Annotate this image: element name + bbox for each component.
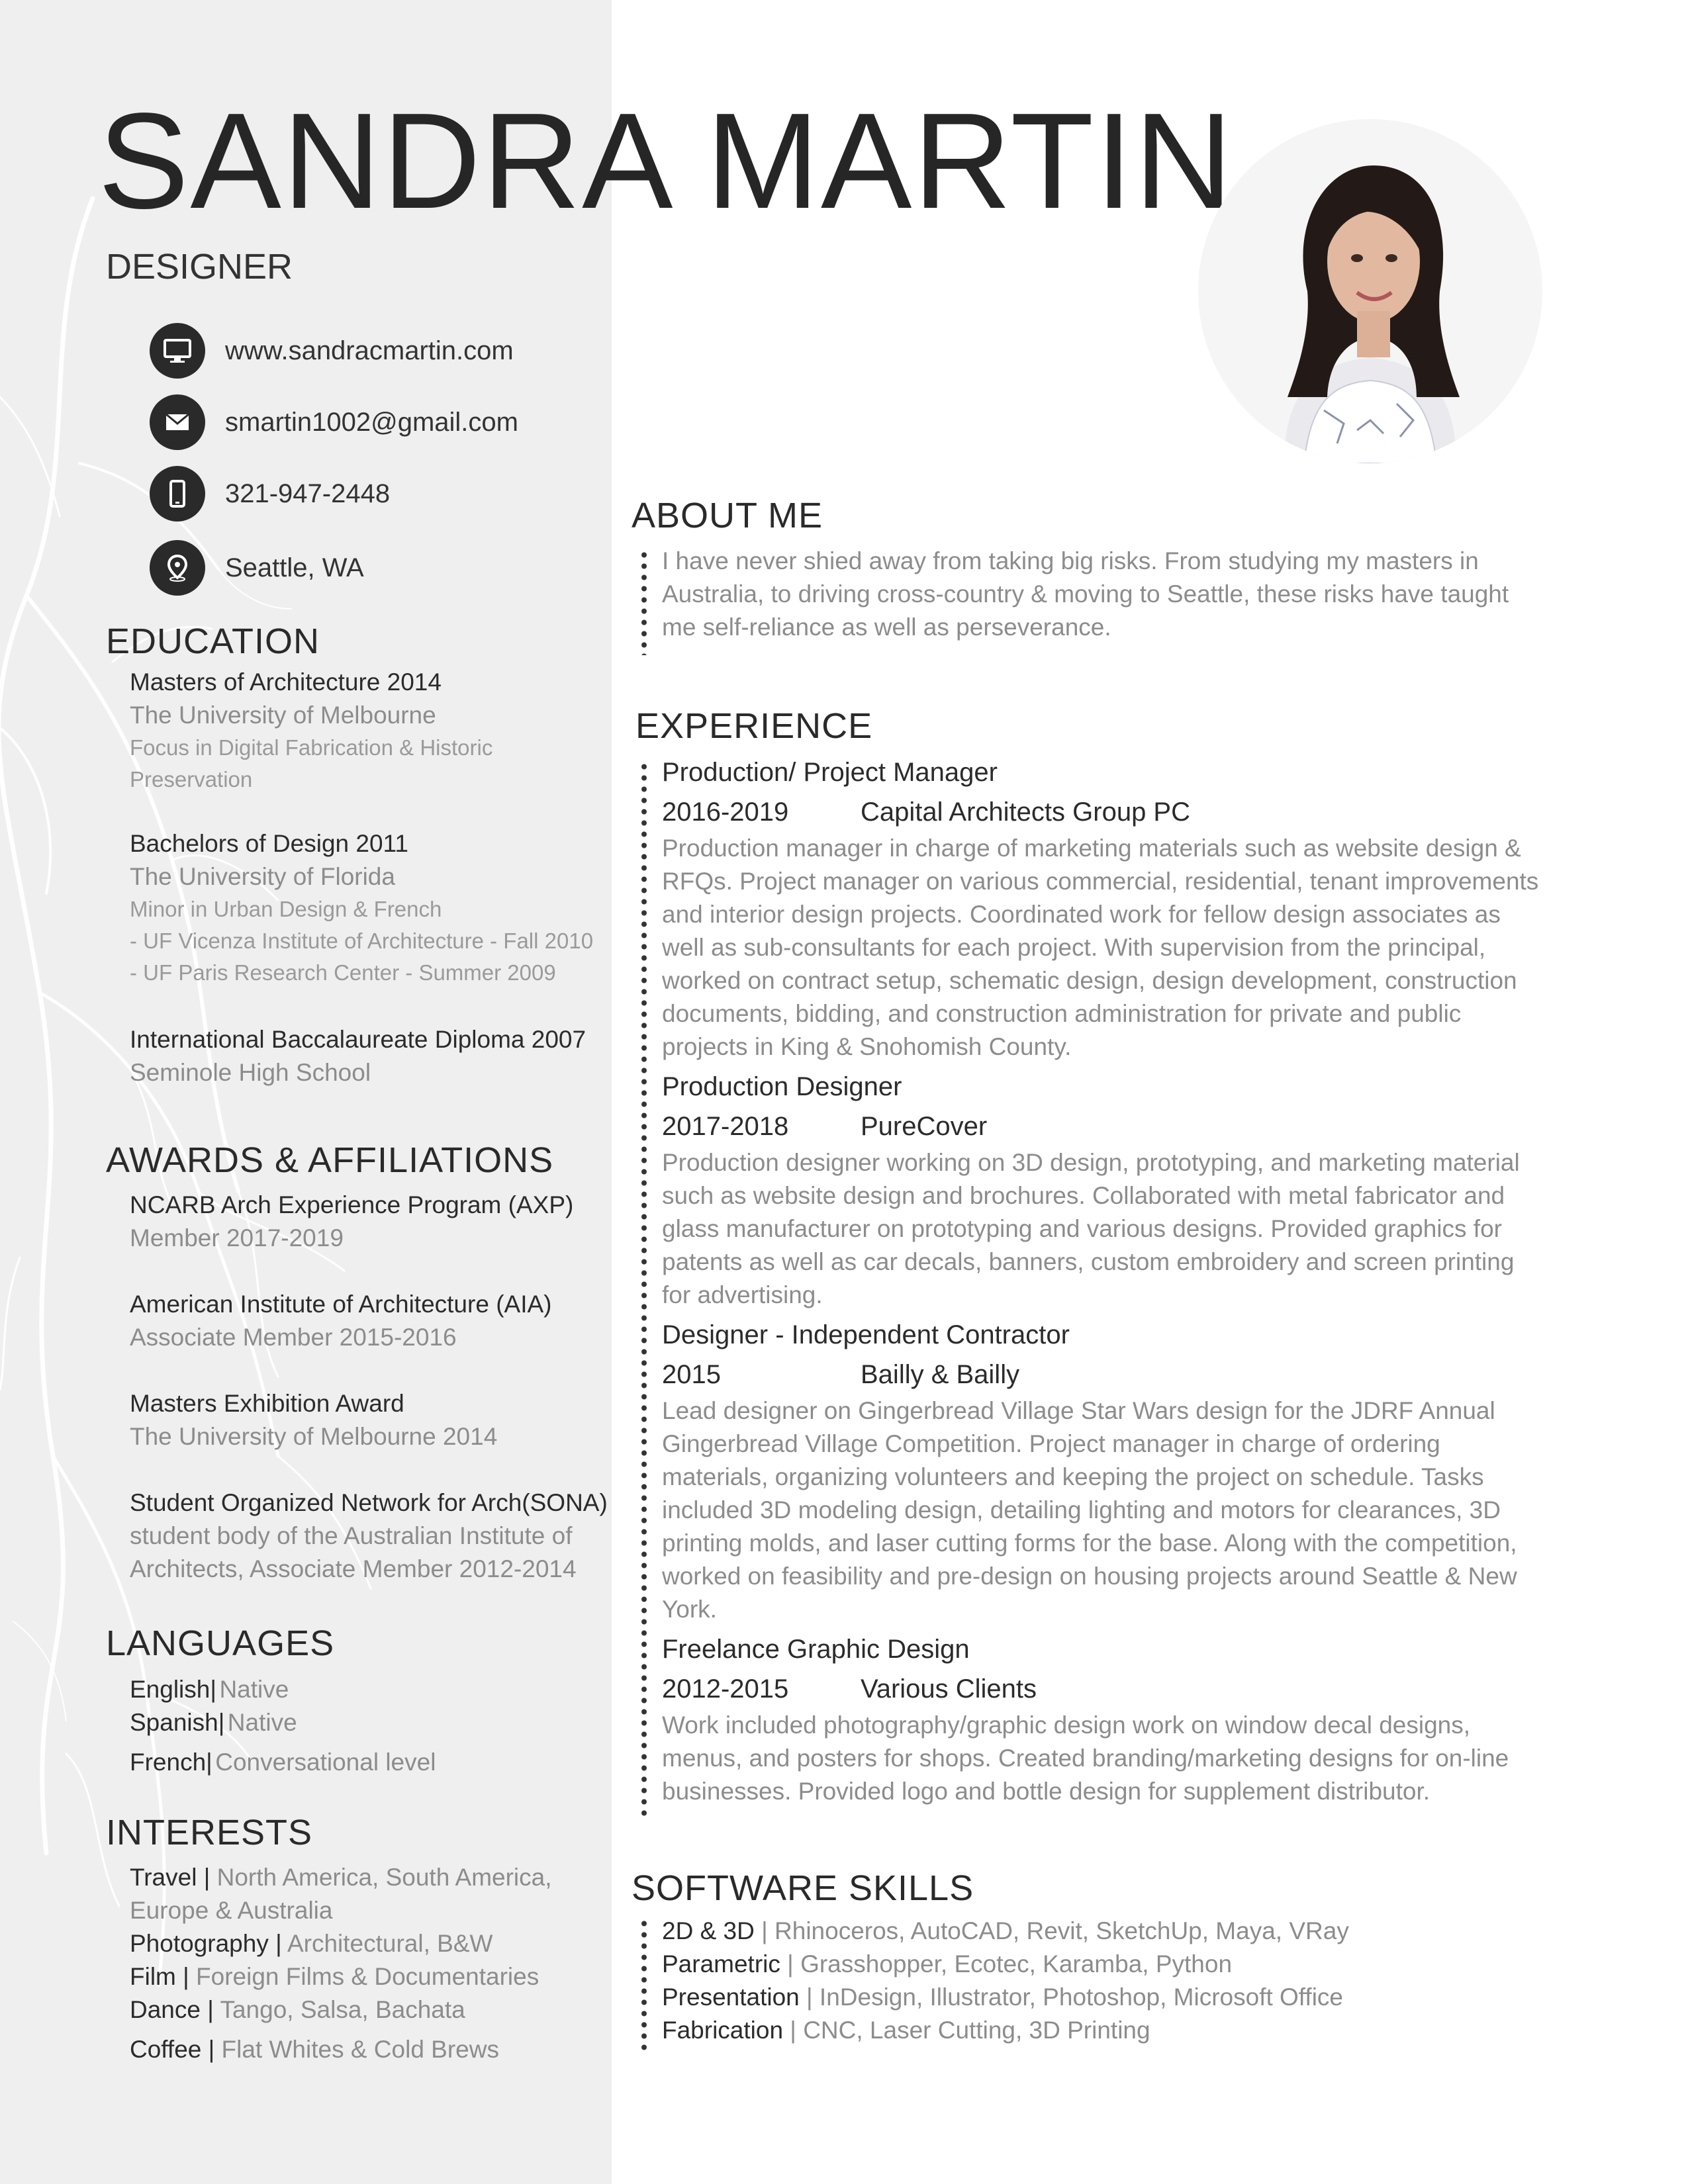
skill-row: Parametric | Grasshopper, Ecotec, Karamba, Python: [662, 1950, 1233, 1978]
job-title: Production Designer: [662, 1072, 902, 1101]
education-school: The University of Melbourne: [130, 702, 436, 729]
job-description: Production designer working on 3D design, prototyping, and marketing material such as website design and brochures. Collaborated with metal fabricator and glass manufacturer on prototyping and various designs. Provided graphics for patents as well as car decals, banners, custom embroidery and screen printing for advertising.: [662, 1149, 1520, 1308]
envelope-icon: [150, 394, 205, 450]
job-description: Production manager in charge of marketing materials such as website design & RFQs. Project manager on various commercial, residential, tenant improvements and interior design projects. Coordinated work for fellow design associates as well as sub-consultants for each project. With supervision from the principal, worked on contract setup, schematic design, design development, construction documents, bidding, and construction administration for private and public projects in King & Snohomish County.: [662, 835, 1539, 1060]
education-item: [130, 827, 593, 989]
job-years: 2015: [662, 1360, 721, 1389]
skill-row: 2D & 3D | Rhinoceros, AutoCAD, Revit, SketchUp, Maya, VRay: [662, 1917, 1349, 1944]
job-title: Freelance Graphic Design: [662, 1635, 970, 1664]
job-years: 2017-2018: [662, 1112, 789, 1141]
skill-row: Fabrication | CNC, Laser Cutting, 3D Printing: [662, 2017, 1150, 2044]
software-heading: SOFTWARE SKILLS: [632, 1868, 974, 1908]
about-text: I have never shied away from taking big risks. From studying my masters in Australia, to driving cross-country & moving to Seattle, these risks have taught me self-reliance as well as perseverance.: [662, 547, 1509, 641]
candidate-name: SANDRA MARTIN: [98, 85, 1235, 237]
education-item: [130, 1023, 586, 1089]
award-item: [130, 1288, 551, 1354]
candidate-role: DESIGNER: [106, 247, 293, 287]
education-note: Focus in Digital Fabrication & Historic: [130, 735, 493, 760]
award-title: NCARB Arch Experience Program (AXP): [130, 1191, 574, 1218]
skill-row: Presentation | InDesign, Illustrator, Photoshop, Microsoft Office: [662, 1983, 1343, 2011]
job-description: Work included photography/graphic design work on window decal designs, menus, and posters for shops. Created branding/marketing designs for on-line businesses. Provided logo and bottle design for supplement distributor.: [662, 1711, 1509, 1805]
awards-heading: AWARDS & AFFILIATIONS: [106, 1140, 554, 1180]
language-level: Native: [227, 1709, 297, 1736]
education-school: Seminole High School: [130, 1059, 371, 1086]
contact-location-text: Seattle, WA: [225, 553, 364, 582]
job-title: Designer - Independent Contractor: [662, 1320, 1070, 1349]
interest-detail: Flat Whites & Cold Brews: [221, 2036, 499, 2063]
job-description: Lead designer on Gingerbread Village Star Wars design for the JDRF Annual Gingerbread Village Competition. Project manager in charge of ordering materials, organizing volunteers and keeping the project on schedule. Tasks included 3D modeling design, detailing lighting and motors for clearances, 3D printing molds, and laser cutting forms for the base. Along with the competition, worked on feasibility and pre-design on housing projects around Seattle & New York.: [662, 1397, 1517, 1623]
interest-item: Photography | Architectural, B&W: [130, 1930, 493, 1957]
skill-tools: Rhinoceros, AutoCAD, Revit, SketchUp, Maya, VRay: [774, 1917, 1349, 1944]
award-detail: Member 2017-2019: [130, 1224, 344, 1251]
language-item: English| Native: [130, 1676, 289, 1703]
award-item: [130, 1189, 573, 1255]
award-detail: Architects, Associate Member 2012-2014: [130, 1555, 577, 1582]
interest-detail: Architectural, B&W: [287, 1930, 493, 1957]
job-years: 2016-2019: [662, 797, 789, 827]
education-note: - UF Vicenza Institute of Architecture - Fall 2010: [130, 929, 594, 953]
contact-phone[interactable]: [150, 466, 390, 522]
job-company: Capital Architects Group PC: [861, 797, 1190, 827]
education-note: - UF Paris Research Center - Summer 2009: [130, 960, 556, 985]
job-title: Production/ Project Manager: [662, 758, 998, 787]
award-detail: Associate Member 2015-2016: [130, 1324, 457, 1351]
about-dotted-rule: [641, 549, 647, 655]
interests-heading: INTERESTS: [106, 1813, 313, 1852]
interest-name: Coffee: [130, 2036, 202, 2063]
award-title: Student Organized Network for Arch(SONA): [130, 1489, 608, 1516]
interest-item: Dance | Tango, Salsa, Bachata: [130, 1996, 465, 2023]
interest-detail: Tango, Salsa, Bachata: [220, 1996, 465, 2023]
award-item: [130, 1387, 497, 1453]
job-company: Bailly & Bailly: [861, 1360, 1020, 1389]
education-title: Masters of Architecture 2014: [130, 668, 442, 696]
language-item: French| Conversational level: [130, 1749, 436, 1776]
language-level: Native: [219, 1676, 289, 1703]
skill-category: 2D & 3D: [662, 1917, 755, 1944]
contact-phone-text: 321-947-2448: [225, 478, 391, 508]
location-pin-icon: [150, 540, 205, 596]
language-name: Spanish: [130, 1709, 218, 1736]
award-item: [130, 1486, 608, 1586]
language-level: Conversational level: [215, 1749, 436, 1776]
job-years: 2012-2015: [662, 1674, 789, 1704]
interest-name: Film: [130, 1963, 176, 1990]
contact-website-text: www.sandracmartin.com: [225, 336, 514, 365]
award-detail: The University of Melbourne 2014: [130, 1423, 498, 1450]
interest-item: Coffee | Flat Whites & Cold Brews: [130, 2036, 499, 2063]
job-company: Various Clients: [861, 1674, 1037, 1704]
language-name: French: [130, 1749, 207, 1776]
profile-photo: [1198, 119, 1542, 463]
contact-location: [150, 540, 364, 596]
skill-tools: Grasshopper, Ecotec, Karamba, Python: [800, 1950, 1233, 1978]
job-company: PureCover: [861, 1112, 988, 1141]
education-title: International Baccalaureate Diploma 2007: [130, 1026, 586, 1053]
award-title: Masters Exhibition Award: [130, 1390, 404, 1417]
contact-email-text: smartin1002@gmail.com: [225, 407, 518, 437]
education-school: The University of Florida: [130, 863, 395, 890]
experience-heading: EXPERIENCE: [635, 706, 873, 746]
skill-category: Parametric: [662, 1950, 780, 1978]
interest-item: Travel | North America, South America, Europe & Australia: [130, 1861, 552, 1927]
skill-tools: InDesign, Illustrator, Photoshop, Microsoft Office: [819, 1983, 1343, 2011]
language-name: English: [130, 1676, 211, 1703]
software-dotted-rule: [641, 1918, 647, 2050]
skill-category: Fabrication: [662, 2017, 784, 2044]
award-title: American Institute of Architecture (AIA): [130, 1291, 552, 1318]
interest-name: Travel: [130, 1864, 197, 1891]
language-item: Spanish| Native: [130, 1709, 297, 1736]
interest-detail: Foreign Films & Documentaries: [196, 1963, 539, 1990]
contact-website[interactable]: [150, 323, 514, 379]
contact-email[interactable]: [150, 394, 518, 450]
interest-item: Film | Foreign Films & Documentaries: [130, 1963, 539, 1990]
about-heading: ABOUT ME: [632, 496, 823, 535]
education-note: Minor in Urban Design & French: [130, 897, 442, 921]
interest-detail: North America, South America,: [216, 1864, 552, 1891]
skill-tools: CNC, Laser Cutting, 3D Printing: [803, 2017, 1150, 2044]
experience-dotted-rule: [641, 761, 647, 1820]
education-title: Bachelors of Design 2011: [130, 830, 408, 857]
languages-heading: LANGUAGES: [106, 1623, 335, 1663]
interest-name: Photography: [130, 1930, 269, 1957]
education-note: Preservation: [130, 767, 253, 792]
portrait-illustration: [1198, 119, 1542, 463]
education-item: [130, 666, 492, 796]
phone-icon: [150, 466, 205, 522]
interest-name: Dance: [130, 1996, 201, 2023]
education-heading: EDUCATION: [106, 621, 320, 661]
award-detail: student body of the Australian Institute of: [130, 1522, 573, 1549]
monitor-icon: [150, 323, 205, 379]
interest-detail-continued: Europe & Australia: [130, 1897, 333, 1924]
skill-category: Presentation: [662, 1983, 800, 2011]
